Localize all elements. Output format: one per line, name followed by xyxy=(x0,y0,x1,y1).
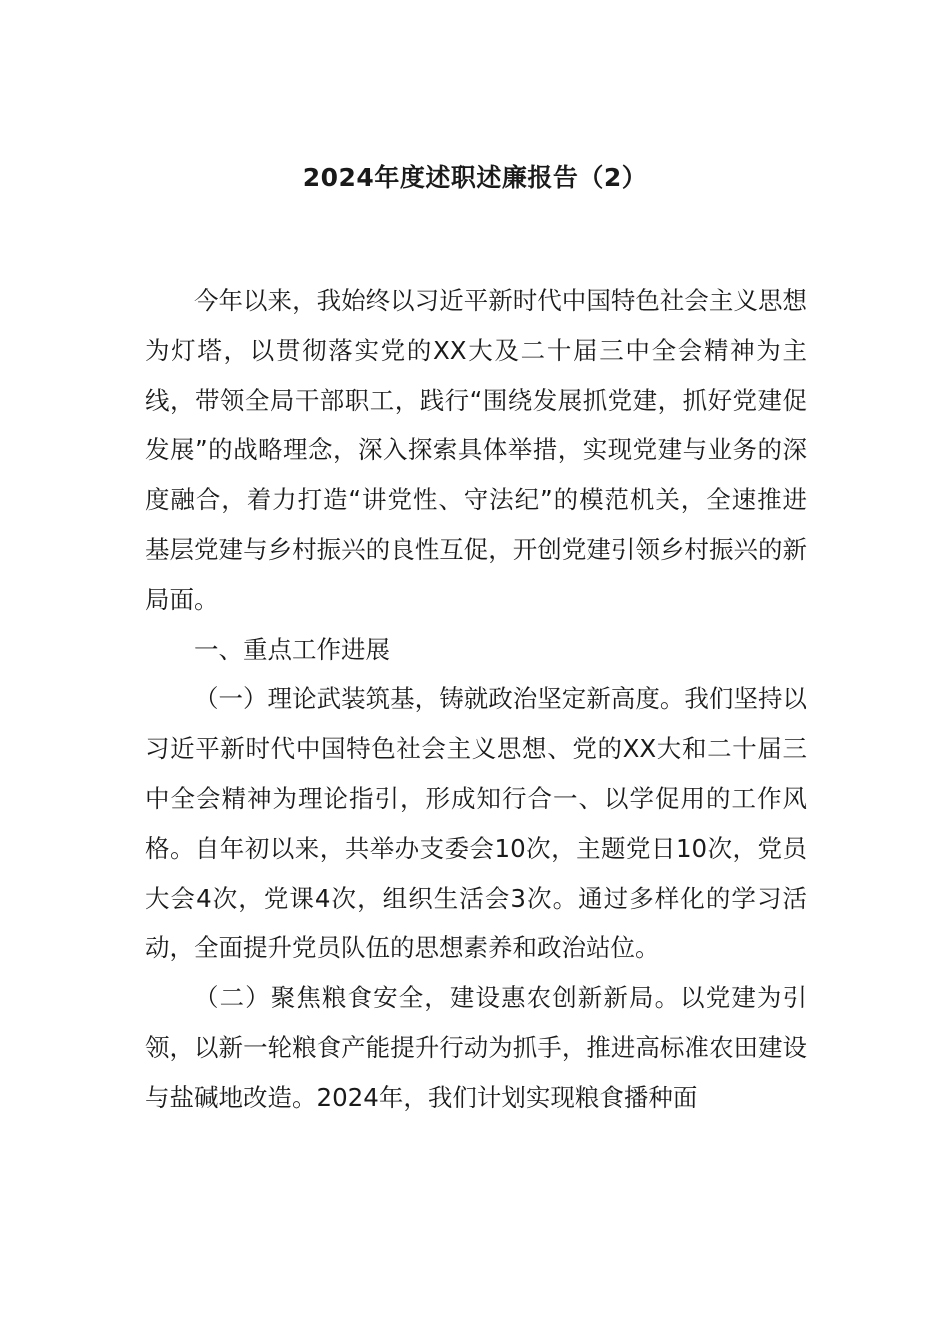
intro-paragraph: 今年以来，我始终以习近平新时代中国特色社会主义思想为灯塔，以贯彻落实党的XX大及二十届三中全会精神为主线，带领全局干部职工，践行“围绕发展抓党建，抓好党建促发展”的战略理念，深入探索具体举措，实现党建与业务的深度融合，着力打造“讲党性、守法纪”的模范机关，全速推进基层党建与乡村振兴的良性互促，开创党建引领乡村振兴的新局面。 xyxy=(145,286,807,614)
theory-paragraph: （一）理论武装筑基，铸就政治坚定新高度。我们坚持以习近平新时代中国特色社会主义思想、党的XX大和二十届三中全会精神为理论指引，形成知行合一、以学促用的工作风格。自年初以来，共举办支委会10次，主题党日10次，党员大会4次，党课4次，组织生活会3次。通过多样化的学习活动，全面提升党员队伍的思想素养和政治站位。 xyxy=(145,684,807,963)
document-title: 2024年度述职述廉报告（2） xyxy=(302,163,648,192)
section-heading: 一、重点工作进展 xyxy=(194,634,390,664)
food-security-paragraph: （二）聚焦粮食安全，建设惠农创新新局。以党建为引领，以新一轮粮食产能提升行动为抓手，推进高标准农田建设与盐碱地改造。2024年，我们计划实现粮食播种面 xyxy=(145,983,807,1112)
document-body xyxy=(145,276,807,1123)
